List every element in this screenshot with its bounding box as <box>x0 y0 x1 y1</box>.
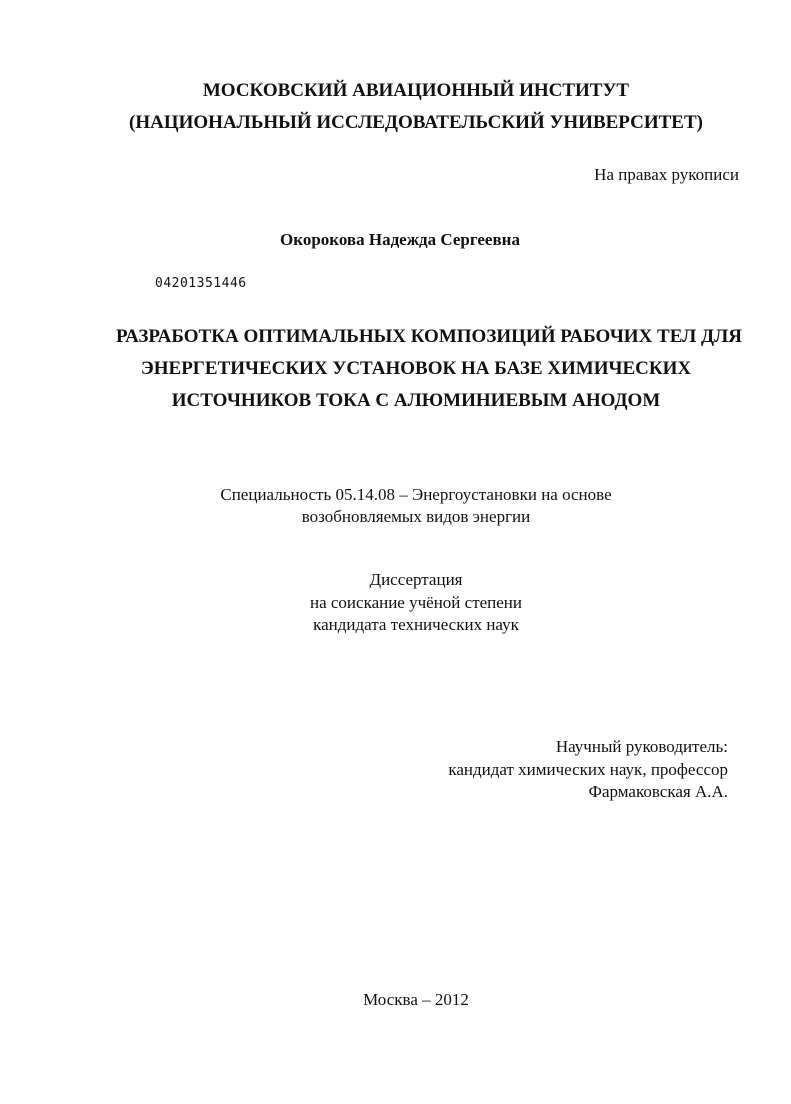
supervisor-title: кандидат химических наук, профессор <box>448 760 728 779</box>
author-name: Окорокова Надежда Сергеевна <box>280 230 520 249</box>
thesis-title-line-1: РАЗРАБОТКА ОПТИМАЛЬНЫХ КОМПОЗИЦИЙ РАБОЧИХ ТЕЛ ДЛЯ <box>115 326 743 347</box>
specialty-line-2: возобновляемых видов энергии <box>301 507 531 526</box>
supervisor-name: Фармаковская А.А. <box>588 782 728 801</box>
degree-line-3: кандидата технических наук <box>313 615 519 634</box>
degree-line-1: Диссертация <box>369 570 463 589</box>
institution-subtitle: (НАЦИОНАЛЬНЫЙ ИССЛЕДОВАТЕЛЬСКИЙ УНИВЕРСИТЕТ) <box>129 112 703 133</box>
supervisor-label: Научный руководитель: <box>555 737 728 756</box>
degree-line-2: на соискание учёной степени <box>309 593 523 612</box>
manuscript-note: На правах рукописи <box>594 165 739 184</box>
registry-number: 04201351446 <box>155 276 247 291</box>
thesis-title-line-2: ЭНЕРГЕТИЧЕСКИХ УСТАНОВОК НА БАЗЕ ХИМИЧЕСКИХ <box>140 358 692 379</box>
institution-name: МОСКОВСКИЙ АВИАЦИОННЫЙ ИНСТИТУТ <box>202 80 630 101</box>
specialty-line-1: Специальность 05.14.08 – Энергоустановки на основе <box>220 485 612 504</box>
thesis-title-line-3: ИСТОЧНИКОВ ТОКА С АЛЮМИНИЕВЫМ АНОДОМ <box>171 390 661 411</box>
city-year: Москва – 2012 <box>363 990 469 1009</box>
